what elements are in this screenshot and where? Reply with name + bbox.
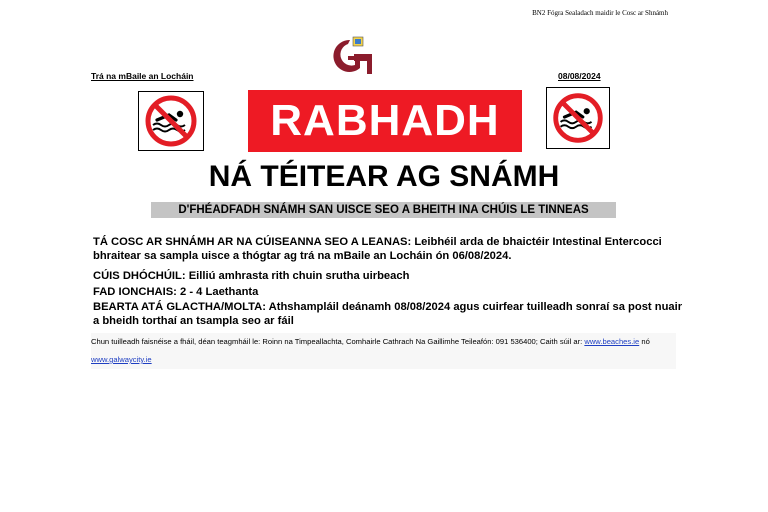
page-title: NÁ TÉITEAR AG SNÁMH (208, 160, 560, 193)
link-connector: nó (641, 337, 650, 346)
beach-location: Trá na mBaile an Locháin (91, 71, 194, 81)
notice-date: 08/08/2024 (558, 71, 601, 81)
galwaycity-link[interactable]: www.galwaycity.ie (91, 355, 152, 364)
probable-cause: CÚIS DHÓCHÚIL: Eilliú amhrasta rith chuin srutha uirbeach (93, 270, 410, 282)
no-swimming-icon (138, 91, 204, 151)
document-header-note: BN2 Fógra Sealadach maidir le Cosc ar Shnámh (532, 9, 668, 17)
warning-banner: RABHADH (248, 90, 522, 152)
contact-info (91, 333, 676, 369)
expected-duration: FAD IONCHAIS: 2 - 4 Laethanta (93, 286, 259, 298)
actions-taken: BEARTA ATÁ GLACTHA/MOLTA: Athshampláil deánamh 08/08/2024 agus cuirfear tuilleadh sonraí sa post nuair a bheidh torthaí an tsampla seo ar fáil (93, 301, 683, 327)
no-swimming-icon (546, 87, 610, 149)
page-subtitle: D'FHÉADFADH SNÁMH SAN UISCE SEO A BHEITH INA CHÚIS LE TINNEAS (151, 202, 616, 218)
beaches-link[interactable]: www.beaches.ie (584, 337, 640, 346)
ban-reason-paragraph: TÁ COSC AR SHNÁMH AR NA CÚISEANNA SEO A LEANAS: Leibhéil arda de bhaictéir Intestinal Entercocci bhraitear sa sampla uisce a thógtar ag trá na mBaile an Locháin ón 06/08/2024. (93, 236, 662, 262)
galway-city-logo-icon (320, 34, 376, 76)
contact-info-text: Chun tuilleadh faisnéise a fháil, déan teagmháil le: Roinn na Timpeallachta, Comhairle Cathrach Na Gaillimhe Teileafón: 091 536400; Caith súil ar: (91, 337, 583, 346)
